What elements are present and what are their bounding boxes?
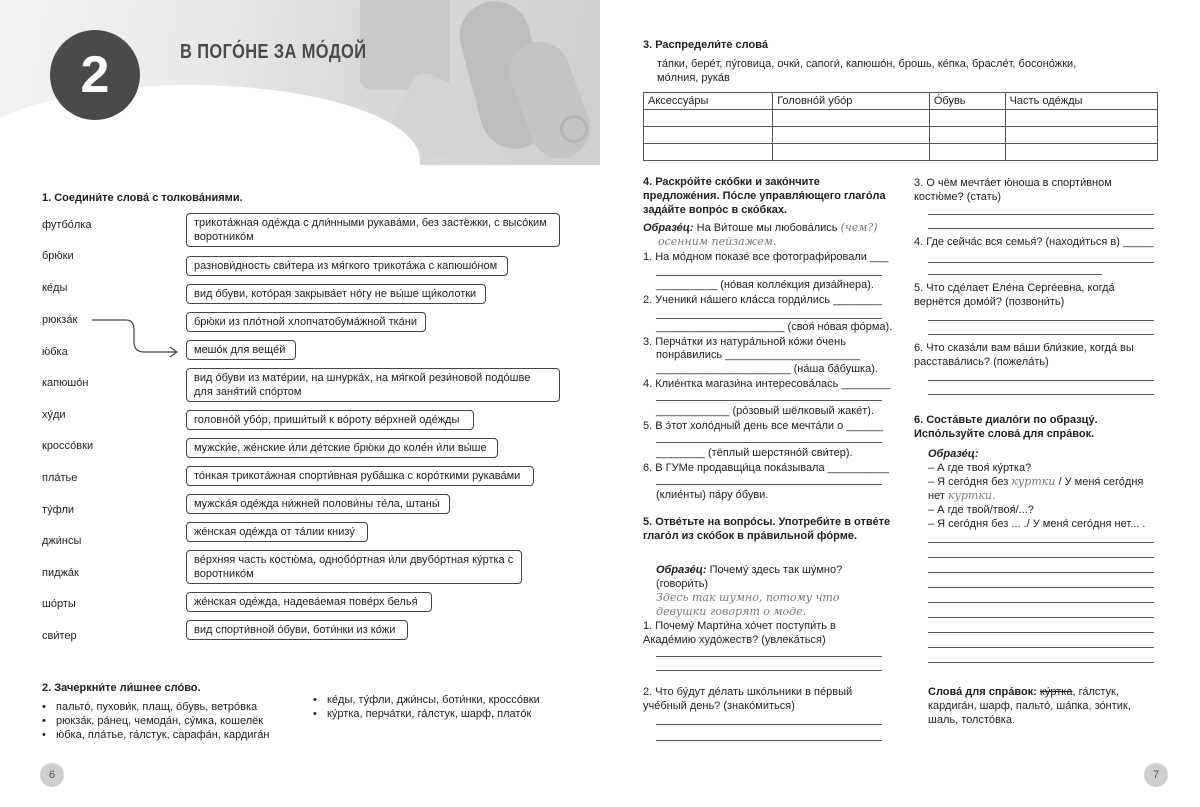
ex3-header: Часть оде́жды bbox=[1005, 93, 1157, 110]
ex6-dialog-line bbox=[928, 475, 1143, 489]
answer-line[interactable] bbox=[928, 662, 1154, 663]
ex4-item: (клие́нты) па́ру о́буви. bbox=[656, 489, 769, 501]
answer-line[interactable] bbox=[656, 318, 882, 319]
ex5-title: 5. Отве́тьте на вопро́сы. Употреби́те в отве́те глаго́л из ско́бок в пра́вильной фо́рме. bbox=[643, 516, 891, 542]
ex1-definition[interactable]: мужски́е, же́нские и́ли де́тские брю́ки до коле́н и́ли вы́ше bbox=[186, 438, 498, 458]
answer-line[interactable] bbox=[928, 380, 1154, 381]
ex1-definition[interactable]: же́нская оде́жда от та́лии книзу́ bbox=[186, 522, 368, 542]
answer-line[interactable] bbox=[656, 484, 882, 485]
ex1-word: джи́нсы bbox=[42, 535, 82, 547]
ex4-item: __________ (но́вая колле́кция диза́йнера). bbox=[656, 279, 874, 291]
ex5-sample bbox=[656, 563, 886, 591]
page-number-right: 7 bbox=[1144, 763, 1168, 787]
ex1-definition[interactable]: головно́й убо́р, приши́тый к во́роту ве́рхней оде́жды bbox=[186, 410, 474, 430]
answer-line[interactable] bbox=[656, 442, 882, 443]
ex1-word: шо́рты bbox=[42, 598, 76, 610]
answer-line[interactable] bbox=[928, 632, 1154, 633]
ex1-definition[interactable]: же́нская оде́жда, надева́емая пове́рх белья́ bbox=[186, 592, 432, 612]
ex5-sample-label: Образе́ц: bbox=[656, 564, 707, 576]
chapter-number: 2 bbox=[50, 30, 140, 120]
answer-line[interactable] bbox=[656, 400, 882, 401]
ex5-sample-handwriting-2: девушки говорят о моде. bbox=[656, 605, 807, 618]
ex1-word: пла́тье bbox=[42, 472, 78, 484]
ex4-title: 4. Раскро́йте ско́бки и зако́нчите предложе́ния. По́сле управля́ющего глаго́ла зада́йте вопро́с в ско́бках. bbox=[643, 176, 886, 216]
ex4-sample-label: Образе́ц: bbox=[643, 222, 694, 234]
ex1-definition[interactable]: брю́ки из пло́тной хлопчатобума́жной тка́ни bbox=[186, 312, 426, 332]
ex6-dialog-line: – А где твоя́ ку́ртка? bbox=[928, 462, 1032, 474]
ex4-item: 1. На мо́дном показе́ все фотографи́ровали ___ bbox=[643, 251, 889, 263]
ex6-reference-struck: ку́ртка bbox=[1039, 686, 1073, 698]
ex1-definition[interactable]: разнови́дность сви́тера из мя́гкого трикота́жа с капюшо́ном bbox=[186, 256, 508, 276]
ex6-reference-words bbox=[928, 685, 1150, 727]
ex4-sample-handwriting-2: осенним пейзажем. bbox=[658, 235, 777, 248]
answer-line[interactable] bbox=[928, 557, 1154, 558]
ex3-cell[interactable] bbox=[773, 144, 930, 161]
answer-line[interactable] bbox=[928, 334, 1154, 335]
ex1-word: футбо́лка bbox=[42, 219, 92, 231]
ex4-sample-text: На Ви́тоше мы любова́лись bbox=[696, 222, 838, 234]
ex3-table bbox=[643, 92, 1158, 161]
ex1-word: ту́фли bbox=[42, 504, 75, 516]
answer-line[interactable] bbox=[928, 274, 1102, 275]
ex3-cell[interactable] bbox=[1005, 127, 1157, 144]
ex5-question: 3. О чём мечта́ет ю́ноша в спорти́вном костю́ме? (стать) bbox=[914, 177, 1112, 203]
ex1-definition[interactable]: вид спорти́вной о́буви, боти́нки из ко́жи bbox=[186, 620, 408, 640]
ex5-question: 1. Почему́ Марти́на хо́чет поступи́ть в Акаде́мию худо́жеств? (увлека́ться) bbox=[643, 620, 836, 646]
ex3-word-list: та́пки, бере́т, пу́говица, очки́, сапоги́, капюшо́н, брошь, ке́пка, брасле́т, босоно́жки, мо́лния, рука́в bbox=[657, 58, 1077, 84]
ex5-question: 4. Где сейча́с вся семья́? (находи́ться в) _____ bbox=[914, 236, 1154, 248]
ex6-title: 6. Соста́вьте диало́ги по образцу́. Испо́льзуйте слова́ для спра́вок. bbox=[914, 414, 1098, 440]
answer-line[interactable] bbox=[656, 275, 882, 276]
ex6-dialog-handwriting: куртки bbox=[1011, 475, 1056, 488]
ex3-cell[interactable] bbox=[929, 127, 1005, 144]
ex3-header: Головно́й убо́р bbox=[773, 93, 930, 110]
ex4-item: _____________________ (своя́ но́вая фо́рма). bbox=[656, 321, 893, 333]
ex4-item: 5. В э́тот холо́дный день все мечта́ли о ______ bbox=[643, 420, 884, 432]
ex1-definition[interactable]: мешо́к для веще́й bbox=[186, 340, 296, 360]
ex4-item: 6. В ГУМе продавщи́ца пока́зывала __________ bbox=[643, 462, 889, 474]
ex2-item[interactable]: • рюкза́к, ра́нец, чемода́н, су́мка, кошелёк bbox=[42, 714, 312, 728]
ex6-dialog-text: нет bbox=[928, 490, 945, 502]
ex2-list-left bbox=[42, 700, 312, 742]
ex1-word: рюкза́к bbox=[42, 314, 78, 326]
ex4-item: 2. Ученики́ на́шего кла́сса горди́лись ________ bbox=[643, 294, 883, 306]
ex1-word: сви́тер bbox=[42, 630, 77, 642]
ex3-cell[interactable] bbox=[773, 127, 930, 144]
ex5-sample-handwriting: Здесь так шумно, потому что bbox=[656, 591, 840, 604]
answer-line[interactable] bbox=[928, 602, 1154, 603]
ex5-sample-text: Почему́ здесь так шу́мно? (говори́ть) bbox=[656, 564, 843, 590]
answer-line[interactable] bbox=[656, 740, 882, 741]
ex1-word: капюшо́н bbox=[42, 377, 89, 389]
ex1-definition[interactable]: мужска́я оде́жда ни́жней полови́ны те́ла, штаны́ bbox=[186, 494, 450, 514]
ex4-sample-handwriting: (чем?) bbox=[840, 221, 878, 234]
answer-line[interactable] bbox=[656, 656, 882, 657]
ex2-item[interactable]: • ю́бка, пла́тье, га́лстук, сарафа́н, кардига́н bbox=[42, 728, 312, 742]
ex2-item[interactable]: • ке́ды, ту́фли, джи́нсы, боти́нки, кроссо́вки bbox=[313, 693, 583, 707]
ex5-question: 2. Что бу́дут де́лать шко́льники в пе́рвый уче́бный день? (знако́миться) bbox=[643, 686, 853, 712]
answer-line[interactable] bbox=[928, 262, 1154, 263]
ex1-word: ке́ды bbox=[42, 282, 68, 294]
answer-line[interactable] bbox=[928, 320, 1154, 321]
ex1-definition[interactable]: трикота́жная оде́жда с дли́нными рукава́ми, без застёжки, с высо́ким воротнико́м bbox=[186, 213, 560, 247]
ex4-item: ______________________ (на́ша ба́бушка). bbox=[656, 363, 878, 375]
ex1-word: ху́ди bbox=[42, 409, 66, 421]
ex1-definition[interactable]: вид о́буви, кото́рая закрыва́ет но́гу не вы́ше щи́колотки bbox=[186, 284, 486, 304]
ex2-title: 2. Зачеркни́те ли́шнее сло́во. bbox=[42, 682, 201, 694]
ex2-list-right bbox=[313, 693, 583, 721]
answer-line[interactable] bbox=[928, 394, 1154, 395]
ex6-reference-label: Слова́ для спра́вок: bbox=[928, 686, 1037, 698]
ex1-word: кроссо́вки bbox=[42, 440, 94, 452]
ex3-cell[interactable] bbox=[1005, 110, 1157, 127]
ex3-header: О́бувь bbox=[929, 93, 1005, 110]
ex5-question: 6. Что сказа́ли вам ва́ши бли́зкие, когда́ вы расстава́лись? (пожела́ть) bbox=[914, 342, 1134, 368]
ex2-item[interactable]: • ку́ртка, перча́тки, га́лстук, шарф, плато́к bbox=[313, 707, 583, 721]
ex6-sample-label-text: Образе́ц: bbox=[928, 448, 979, 460]
ex3-cell[interactable] bbox=[644, 110, 773, 127]
answer-line[interactable] bbox=[928, 572, 1154, 573]
ex4-item: ________ (тёплый шерстяно́й сви́тер). bbox=[656, 447, 853, 459]
ex1-word: брю́ки bbox=[42, 250, 74, 262]
ex3-cell[interactable] bbox=[644, 127, 773, 144]
ex1-definition[interactable]: то́нкая трикота́жная спорти́вная руба́шка с коро́ткими рукава́ми bbox=[186, 466, 534, 486]
ex4-sample bbox=[643, 221, 878, 235]
answer-line[interactable] bbox=[928, 617, 1154, 618]
ex3-title: 3. Распредели́те слова́ bbox=[643, 39, 768, 51]
ex1-definition[interactable]: вид о́буви из мате́рии, на шнурка́х, на мя́гкой рези́новой подо́шве для заня́тий спо́ртом bbox=[186, 368, 560, 402]
answer-line[interactable] bbox=[656, 670, 882, 671]
chapter-title: В ПОГО́НЕ ЗА МО́ДОЙ bbox=[180, 41, 367, 63]
ex6-dialog-text: / У меня́ сего́дня bbox=[1058, 476, 1144, 488]
ex1-word: ю́бка bbox=[42, 346, 68, 358]
ex3-cell[interactable] bbox=[1005, 144, 1157, 161]
ex6-dialog-line bbox=[928, 489, 996, 503]
answer-line[interactable] bbox=[928, 587, 1154, 588]
ex6-dialog-handwriting: куртки. bbox=[947, 489, 996, 502]
ex3-cell[interactable] bbox=[644, 144, 773, 161]
ex4-item: 4. Клие́нтка магази́на интересова́лась ________ bbox=[643, 378, 891, 390]
ex4-item: ____________ (ро́зовый шёлковый жаке́т). bbox=[656, 405, 875, 417]
ex6-dialog-line: – А где твой/твоя́/...? bbox=[928, 504, 1034, 516]
ex2-item[interactable]: • пальто́, пухови́к, плащ, о́бувь, ветро́вка bbox=[42, 700, 312, 714]
answer-line[interactable] bbox=[656, 724, 882, 725]
ex3-cell[interactable] bbox=[773, 110, 930, 127]
ex6-dialog-line: – Я сего́дня без ... ./ У меня́ сего́дня нет... . bbox=[928, 518, 1146, 530]
ex5-question: 5. Что сде́лает Еле́на Серге́евна, когда́ вернётся домо́й? (позвони́ть) bbox=[914, 282, 1115, 308]
ex3-cell[interactable] bbox=[929, 144, 1005, 161]
answer-line[interactable] bbox=[928, 228, 1154, 229]
ex6-reference-list: , га́лстук, кардига́н, шарф, пальто́, ша́пка, зо́нтик, шаль, толсто́вка. bbox=[928, 686, 1131, 726]
ex6-dialog-text: – Я сего́дня без bbox=[928, 476, 1009, 488]
answer-line[interactable] bbox=[928, 542, 1154, 543]
ex3-header: Аксессуа́ры bbox=[644, 93, 773, 110]
ex4-item: 3. Перча́тки из натура́льной ко́жи о́чень bbox=[643, 336, 846, 348]
ex1-word: пиджа́к bbox=[42, 567, 79, 579]
ex4-item: понра́вились ______________________ bbox=[656, 349, 860, 361]
ex1-title: 1. Соедини́те слова́ с толкова́ниями. bbox=[42, 192, 243, 204]
ex1-definition[interactable]: ве́рхняя часть костю́ма, однобо́ртная и́ли двубо́ртная ку́ртка с воротнико́м bbox=[186, 550, 522, 584]
answer-line[interactable] bbox=[928, 647, 1154, 648]
ex3-cell[interactable] bbox=[929, 110, 1005, 127]
page-number-left: 6 bbox=[40, 763, 64, 787]
answer-line[interactable] bbox=[928, 214, 1154, 215]
ex6-sample-label bbox=[928, 447, 979, 461]
